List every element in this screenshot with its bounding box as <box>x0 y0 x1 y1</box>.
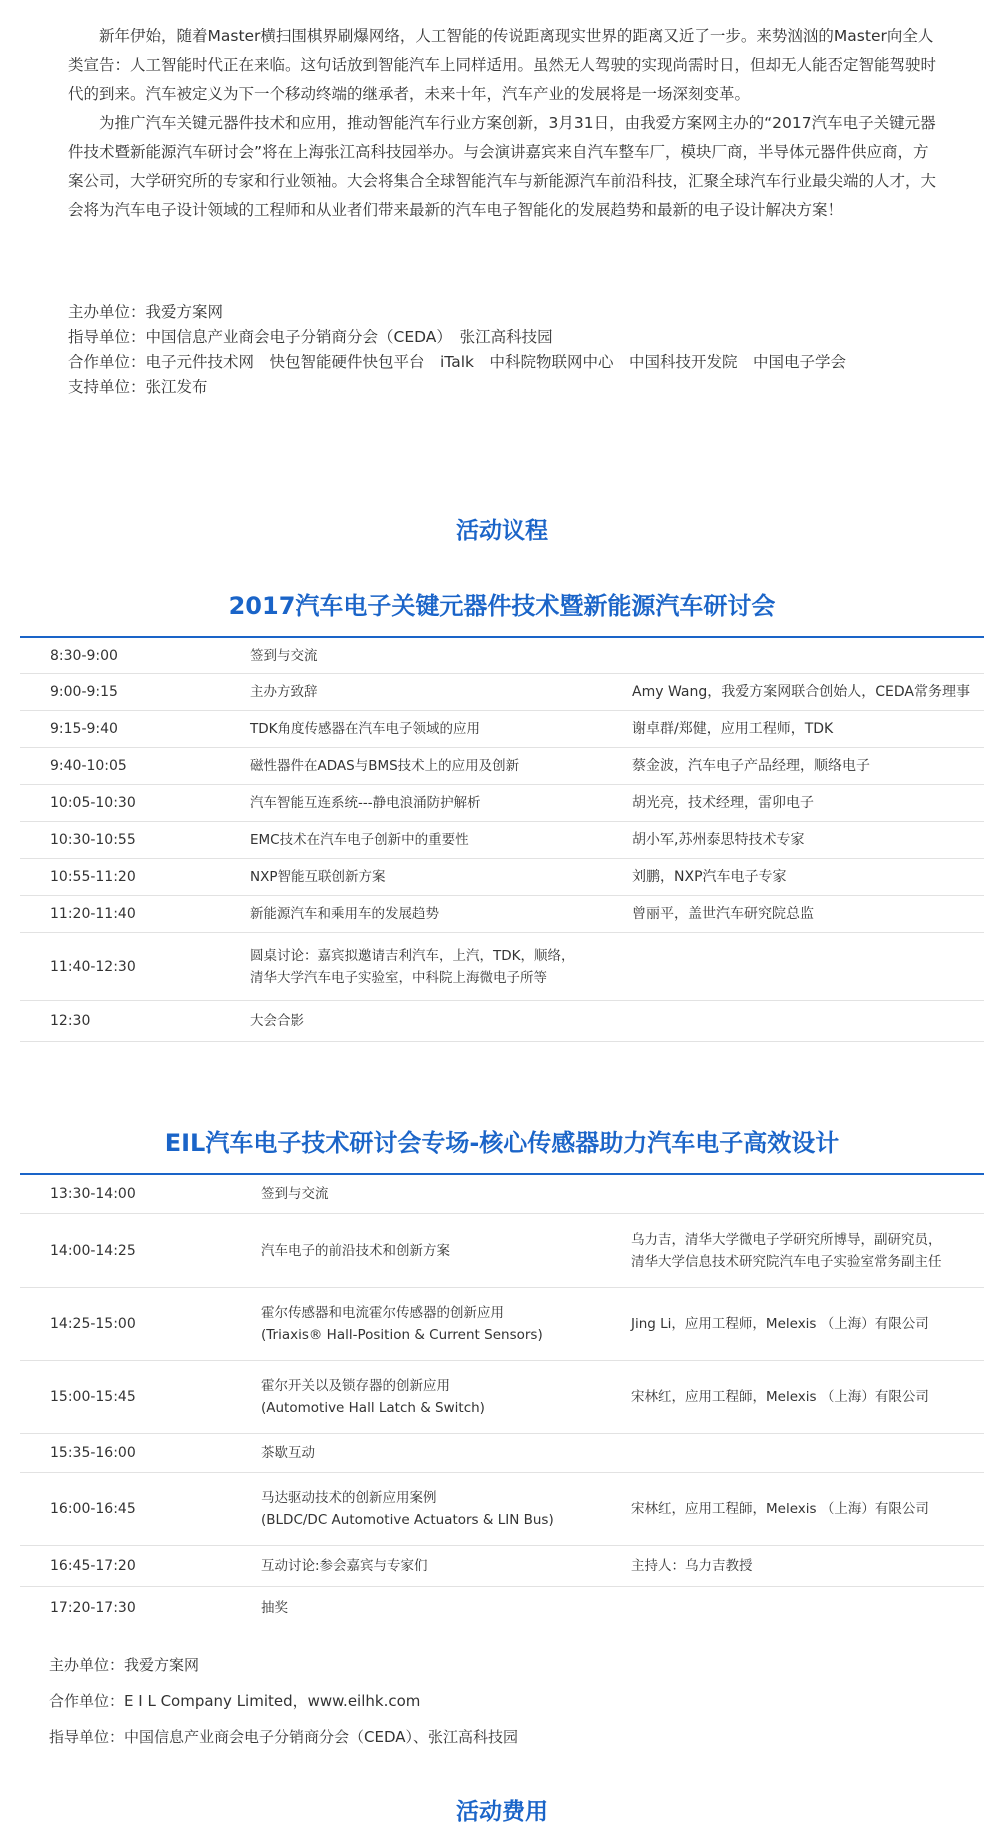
guide-unit: 指导单位：中国信息产业商会电子分销商分会（CEDA） 张江高科技园 <box>68 328 553 346</box>
row-time: 13:30-14:00 <box>50 1186 136 1202</box>
row-topic: 主办方致辞 <box>250 684 318 700</box>
row-topic: 大会合影 <box>250 1013 304 1029</box>
row-speaker: 谢卓群/郑健，应用工程师，TDK <box>632 721 834 737</box>
row-topic: 新能源汽车和乘用车的发展趋势 <box>250 906 439 922</box>
row-time: 9:00-9:15 <box>50 684 118 700</box>
session1-schedule <box>20 636 984 1042</box>
session1-title: 2017汽车电子关键元器件技术暨新能源汽车研讨会 <box>228 592 776 620</box>
row-time: 16:45-17:20 <box>50 1558 136 1574</box>
host-unit: 主办单位：我爱方案网 <box>68 303 224 321</box>
session2-title: EIL汽车电子技术研讨会专场-核心传感器助力汽车电子高效设计 <box>164 1129 840 1157</box>
schedule-row <box>20 1587 984 1629</box>
row-topic <box>261 1473 631 1545</box>
row-time: 17:20-17:30 <box>50 1600 136 1616</box>
row-time: 16:00-16:45 <box>50 1501 136 1517</box>
schedule-row <box>20 748 984 785</box>
session2-schedule <box>20 1173 984 1629</box>
intro-paragraph-1: 新年伊始，随着Master横扫围棋界刷爆网络，人工智能的传说距离现实世界的距离又近了一步。来势汹汹的Master向全人类宣告：人工智能时代正在来临。这句话放到智能汽车上同样适用。虽然无人驾驶的实现尚需时日，但却无人能否定智能驾驶时代的到来。汽车被定义为下一个移动终端的继承者，未来十年，汽车产业的发展将是一场深刻变革。 <box>68 27 937 103</box>
schedule-row <box>20 896 984 933</box>
row-time: 14:00-14:25 <box>50 1242 136 1259</box>
row-speaker <box>631 1214 984 1287</box>
row-topic-line: (BLDC/DC Automotive Actuators & LIN Bus) <box>261 1512 554 1528</box>
footer-host: 主办单位：我爱方案网 <box>49 1656 200 1674</box>
row-speaker <box>632 1001 984 1041</box>
row-time: 15:00-15:45 <box>50 1389 136 1405</box>
row-time: 12:30 <box>50 1013 91 1029</box>
schedule-row <box>20 638 984 674</box>
row-speaker: 宋林红，应用工程師，Melexis （上海）有限公司 <box>631 1389 929 1405</box>
schedule-row <box>20 674 984 711</box>
schedule-row <box>20 1473 984 1546</box>
agenda-heading: 活动议程 <box>456 518 548 544</box>
schedule-row <box>20 1001 984 1042</box>
row-time: 8:30-9:00 <box>50 647 118 664</box>
row-speaker: 曾丽平，盖世汽车研究院总监 <box>632 906 814 922</box>
row-time: 10:30-10:55 <box>50 832 136 848</box>
row-speaker <box>632 933 984 1000</box>
row-speaker: 蔡金波，汽车电子产品经理，顺络电子 <box>632 758 870 774</box>
row-topic: EMC技术在汽车电子创新中的重要性 <box>250 832 469 848</box>
schedule-row <box>20 1175 984 1214</box>
row-speaker: 主持人：乌力吉教授 <box>631 1558 753 1574</box>
schedule-row <box>20 1546 984 1587</box>
schedule-row <box>20 933 984 1001</box>
row-topic <box>261 1361 631 1433</box>
row-topic: 汽车智能互连系统---静电浪涌防护解析 <box>250 795 481 811</box>
row-topic: 抽奖 <box>261 1600 288 1616</box>
row-topic-line: 清华大学汽车电子实验室，中科院上海微电子所等 <box>250 969 547 986</box>
row-speaker-line: 清华大学信息技术研究院汽车电子实验室常务副主任 <box>631 1253 942 1270</box>
row-speaker-line: 乌力吉，清华大学微电子学研究所博导，副研究员， <box>631 1231 942 1248</box>
row-speaker <box>631 1434 984 1472</box>
row-speaker <box>631 1587 984 1629</box>
row-time: 11:40-12:30 <box>50 958 136 975</box>
intro-text <box>68 22 940 225</box>
row-speaker: 胡光亮，技术经理，雷卯电子 <box>632 795 814 811</box>
row-topic: 汽车电子的前沿技术和创新方案 <box>261 1242 450 1259</box>
row-topic-line: 霍尔开关以及锁存器的创新应用 <box>261 1378 450 1394</box>
schedule-row <box>20 711 984 748</box>
row-speaker: 宋林红，应用工程師，Melexis （上海）有限公司 <box>631 1501 929 1517</box>
row-topic <box>250 933 630 1000</box>
row-speaker <box>632 638 984 673</box>
schedule-row <box>20 1361 984 1434</box>
partner-unit: 合作单位：电子元件技术网 快包智能硬件快包平台 iTalk 中科院物联网中心 中国科技开发院 中国电子学会 <box>68 353 846 371</box>
support-unit: 支持单位：张江发布 <box>68 378 208 396</box>
row-topic: 磁性器件在ADAS与BMS技术上的应用及创新 <box>250 758 520 774</box>
row-time: 10:55-11:20 <box>50 869 136 885</box>
row-topic-line: (Automotive Hall Latch & Switch) <box>261 1400 485 1416</box>
row-speaker: 胡小军,苏州泰思特技术专家 <box>632 832 805 848</box>
row-topic-line: 圆桌讨论：嘉宾拟邀请吉利汽车，上汽，TDK，顺络， <box>250 947 575 964</box>
footer-guide: 指导单位：中国信息产业商会电子分销商分会（CEDA）、张江高科技园 <box>49 1728 519 1746</box>
organizer-list <box>68 300 846 400</box>
intro-paragraph-2: 为推广汽车关键元器件技术和应用，推动智能汽车行业方案创新，3月31日，由我爱方案网主办的“2017汽车电子关键元器件技术暨新能源汽车研讨会”将在上海张江高科技园举办。与会演讲嘉宾来自汽车整车厂，模块厂商，半导体元器件供应商，方案公司，大学研究所的专家和行业领袖。大会将集合全球智能汽车与新能源汽车前沿科技，汇聚全球汽车行业最尖端的人才，大会将为汽车电子设计领域的工程师和从业者们带来最新的汽车电子智能化的发展趋势和最新的电子设计解决方案！ <box>68 114 937 219</box>
row-topic-line: 霍尔传感器和电流霍尔传感器的创新应用 <box>261 1305 504 1321</box>
row-speaker: Amy Wang，我爱方案网联合创始人，CEDA常务理事 <box>632 684 970 700</box>
row-topic: TDK角度传感器在汽车电子领域的应用 <box>250 721 480 737</box>
row-time: 9:15-9:40 <box>50 721 118 737</box>
row-time: 15:35-16:00 <box>50 1445 136 1461</box>
session2-organizers <box>49 1647 518 1755</box>
row-speaker: Jing Li，应用工程师，Melexis （上海）有限公司 <box>631 1316 929 1332</box>
schedule-row <box>20 822 984 859</box>
row-topic: 签到与交流 <box>250 647 318 664</box>
row-topic: 互动讨论:参会嘉宾与专家们 <box>261 1558 428 1574</box>
schedule-row <box>20 785 984 822</box>
row-topic-line: 马达驱动技术的创新应用案例 <box>261 1490 437 1506</box>
schedule-row <box>20 1214 984 1288</box>
schedule-row <box>20 1434 984 1473</box>
row-time: 14:25-15:00 <box>50 1316 136 1332</box>
row-topic: 茶歇互动 <box>261 1445 315 1461</box>
row-time: 11:20-11:40 <box>50 906 136 922</box>
row-speaker: 刘鹏，NXP汽车电子专家 <box>632 869 787 885</box>
row-topic: NXP智能互联创新方案 <box>250 869 386 885</box>
row-topic <box>261 1288 631 1360</box>
schedule-row <box>20 859 984 896</box>
footer-partner: 合作单位：E I L Company Limited，www.eilhk.com <box>49 1692 421 1710</box>
row-topic: 签到与交流 <box>261 1186 329 1202</box>
row-time: 10:05-10:30 <box>50 795 136 811</box>
row-topic-line: (Triaxis® Hall-Position & Current Sensors) <box>261 1327 543 1343</box>
fee-heading: 活动费用 <box>456 1799 548 1825</box>
row-time: 9:40-10:05 <box>50 758 127 774</box>
schedule-row <box>20 1288 984 1361</box>
row-speaker <box>631 1175 984 1213</box>
